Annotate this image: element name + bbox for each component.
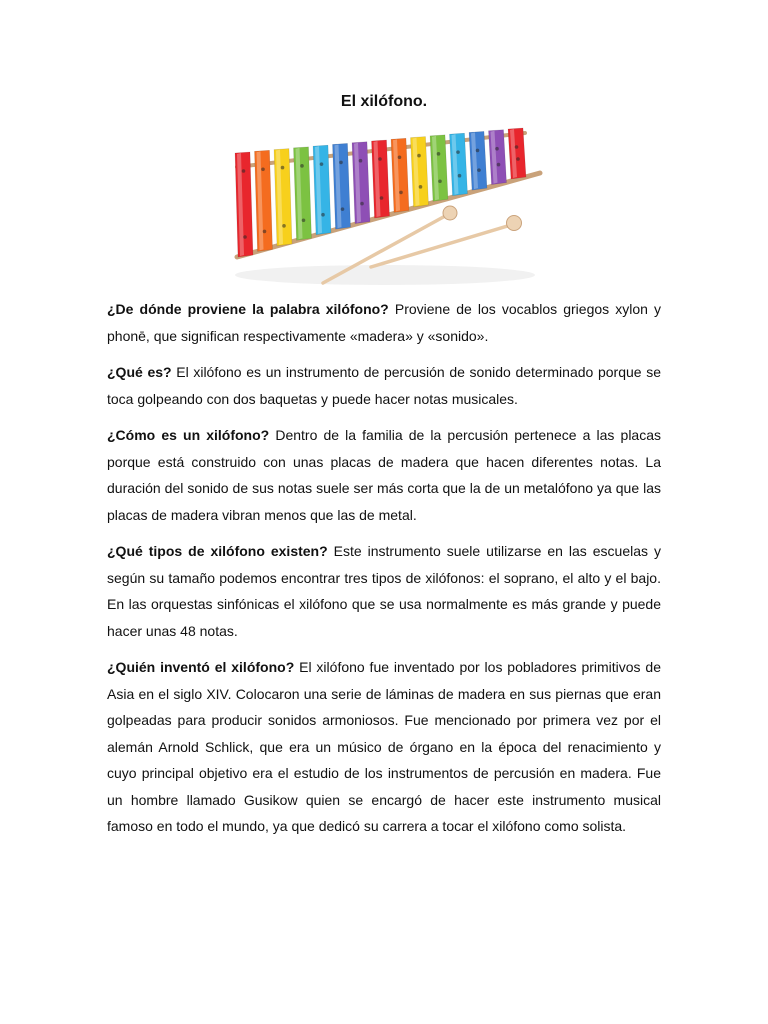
paragraph-types (107, 538, 661, 644)
document-title: El xilófono. (340, 93, 428, 110)
question-types: ¿Qué tipos de xilófono existen? (107, 543, 328, 559)
xylophone-bar-hole (282, 224, 286, 228)
xylophone-bar-hole (398, 155, 402, 159)
document-body (107, 296, 661, 850)
xylophone-bar-hole (497, 163, 501, 167)
xylophone-bar (508, 128, 526, 179)
paragraph-origin (107, 296, 661, 349)
xylophone-bar (294, 147, 312, 240)
xylophone-bar-hole (515, 145, 519, 149)
question-description: ¿Cómo es un xilófono? (107, 427, 270, 443)
xylophone-bar-hole (261, 167, 265, 171)
xylophone-bar (372, 140, 390, 218)
answer-types: Este instrumento suele utilizarse en las escuelas y según su tamaño podemos encontrar tres tipos de xilófonos: el soprano, el alto y el bajo. En las orquestas sinfónicas el xilófono que se usa normalmente es más grande y puede hacer unas 48 notas. (107, 543, 661, 639)
xylophone-bar-hole (242, 169, 246, 173)
xylophone-bar-hole (302, 218, 306, 222)
answer-description: Dentro de la familia de la percusión pertenece a las placas porque está construido con unas placas de madera que hacen diferentes notas. La duración del sonido de sus notas suele ser más corta que la de un metalófono ya que las placas de madera vibran menos que las de metal. (107, 427, 662, 523)
question-what-is: ¿Qué es? (107, 364, 172, 380)
xylophone-bar-hole (321, 213, 325, 217)
xylophone-bar-hole (458, 174, 462, 178)
xylophone-bar-hole (341, 207, 345, 211)
xylophone-bar-hole (456, 150, 460, 154)
xylophone-bar-hole (438, 179, 442, 183)
paragraph-inventor (107, 654, 661, 840)
paragraph-description (107, 422, 661, 528)
xylophone-bar-hole (476, 149, 480, 153)
xylophone-bar-hole (495, 147, 499, 151)
xylophone-shadow (235, 265, 535, 285)
xylophone-bar-hole (380, 196, 384, 200)
xylophone-bar-hole (516, 157, 520, 161)
answer-inventor: El xilófono fue inventado por los pobladores primitivos de Asia en el siglo XIV. Colocaron una serie de láminas de madera en sus piernas que eran golpeadas para producir sonidos armoniosos. Fue mencionado por primera vez por el alemán Arnold Schlick, que era un músico de órgano en la época del renacimiento y cuyo principal objetivo era el estudio de los instrumentos de percusión en madera. Fue un hombre llamado Gusikow quien se encargó de hacer este instrumento musical famoso en todo el mundo, ya que dedicó su carrera a tocar el xilófono como solista. (107, 659, 661, 834)
paragraph-what-is (107, 359, 661, 412)
question-inventor: ¿Quién inventó el xilófono? (107, 659, 295, 675)
xylophone-bar-hole (378, 157, 382, 161)
xylophone-bar (274, 149, 292, 246)
xylophone-bar (489, 130, 507, 185)
xylophone-bar (352, 142, 370, 224)
question-origin: ¿De dónde proviene la palabra xilófono? (107, 301, 389, 317)
xylophone-bar (411, 137, 429, 207)
xylophone-bar (469, 131, 487, 190)
xylophone-bar-hole (417, 154, 421, 158)
xylophone-bar (430, 135, 448, 201)
xylophone-bar-hole (320, 162, 324, 166)
xylophone-bar-hole (399, 191, 403, 195)
xylophone-bar-hole (281, 166, 285, 170)
xylophone-bar (333, 143, 351, 229)
xylophone-bar (255, 150, 273, 251)
mallet-head-right (507, 216, 522, 231)
xylophone-bar-hole (359, 159, 363, 163)
mallet-head-left (443, 206, 457, 220)
xylophone-bar-hole (300, 164, 304, 168)
xylophone-bar (450, 133, 468, 196)
xylophone-bar-hole (339, 161, 343, 165)
xylophone-bar-hole (419, 185, 423, 189)
xylophone-bar-hole (437, 152, 441, 156)
xylophone-bar (313, 145, 331, 235)
xylophone-bar (235, 152, 253, 257)
xylophone-bar (391, 138, 409, 212)
answer-origin: Proviene de los vocablos griegos xylon y phonē, que significan respectivamente «madera» y «sonido». (107, 301, 662, 344)
xylophone-bar-hole (263, 230, 267, 234)
xylophone-bar-hole (477, 168, 481, 172)
xylophone-bar-hole (243, 235, 247, 239)
answer-what-is: El xilófono es un instrumento de percusión de sonido determinado porque se toca golpeando con dos baquetas y puede hacer notas musicales. (107, 364, 661, 407)
xylophone-icon (225, 125, 547, 290)
xylophone-bar-hole (360, 202, 364, 206)
